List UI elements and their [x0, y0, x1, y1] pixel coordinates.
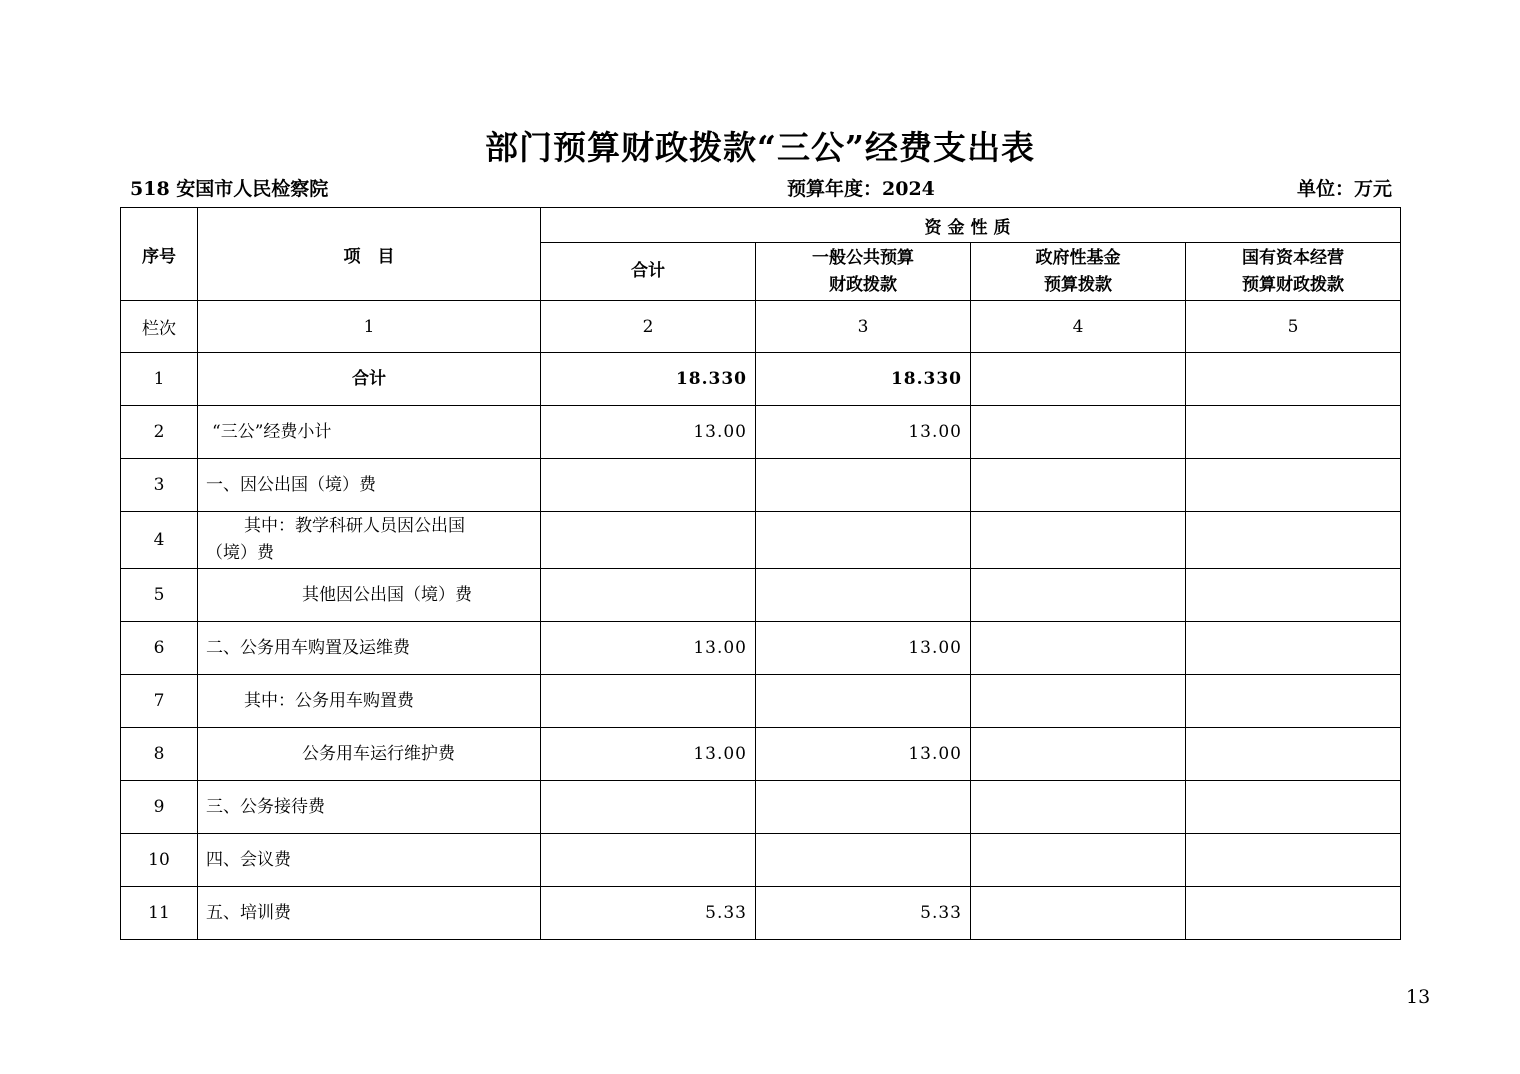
column-number: 5 — [1186, 301, 1401, 353]
table-row — [121, 622, 1401, 675]
row-gov-fund — [971, 406, 1186, 459]
table-row-total — [121, 353, 1401, 406]
column-number: 栏次 — [121, 301, 198, 353]
row-item: 公务用车运行维护费 — [198, 728, 541, 781]
row-state-capital — [1186, 728, 1401, 781]
row-seq: 6 — [121, 622, 198, 675]
header-gov-fund-line1: 政府性基金 — [1035, 247, 1121, 268]
row-gov-fund — [971, 887, 1186, 940]
budget-year: 预算年度：2024 — [787, 178, 935, 200]
row-seq: 10 — [121, 834, 198, 887]
row-state-capital — [1186, 512, 1401, 569]
page-number: 13 — [1406, 986, 1431, 1008]
row-item: 其他因公出国（境）费 — [198, 569, 541, 622]
unit-name: 518 安国市人民检察院 — [130, 178, 329, 200]
table-row — [121, 512, 1401, 569]
row-seq: 5 — [121, 569, 198, 622]
table-row — [121, 781, 1401, 834]
row-general — [756, 512, 971, 569]
budget-table — [120, 207, 1401, 940]
row-total: 18.330 — [541, 353, 756, 406]
row-general — [756, 675, 971, 728]
row-item: “三公”经费小计 — [198, 406, 541, 459]
row-seq: 1 — [121, 353, 198, 406]
row-item: 其中：教学科研人员因公出国（境）费 — [198, 512, 541, 569]
header-seq: 序号 — [121, 208, 198, 301]
row-seq: 11 — [121, 887, 198, 940]
row-item: 其中：公务用车购置费 — [198, 675, 541, 728]
row-general — [756, 781, 971, 834]
row-gov-fund — [971, 569, 1186, 622]
row-seq: 3 — [121, 459, 198, 512]
row-general: 5.33 — [756, 887, 971, 940]
table-row — [121, 459, 1401, 512]
row-state-capital — [1186, 834, 1401, 887]
header-general-line1: 一般公共预算 — [812, 247, 914, 268]
row-item: 三、公务接待费 — [198, 781, 541, 834]
row-item: 四、会议费 — [198, 834, 541, 887]
row-seq: 9 — [121, 781, 198, 834]
row-state-capital — [1186, 406, 1401, 459]
table-row — [121, 834, 1401, 887]
row-state-capital — [1186, 459, 1401, 512]
row-state-capital — [1186, 887, 1401, 940]
column-number: 3 — [756, 301, 971, 353]
row-state-capital — [1186, 569, 1401, 622]
row-total — [541, 781, 756, 834]
row-gov-fund — [971, 353, 1186, 406]
currency-unit: 单位：万元 — [1296, 178, 1392, 200]
row-total — [541, 512, 756, 569]
document-meta — [122, 174, 1392, 204]
row-total — [541, 569, 756, 622]
page-title: 部门预算财政拨款“三公”经费支出表 — [485, 128, 1035, 167]
row-gov-fund — [971, 675, 1186, 728]
table-row — [121, 569, 1401, 622]
column-number: 1 — [198, 301, 541, 353]
row-total — [541, 459, 756, 512]
row-gov-fund — [971, 728, 1186, 781]
row-total — [541, 834, 756, 887]
header-gov-fund — [971, 243, 1186, 301]
row-seq: 2 — [121, 406, 198, 459]
row-general — [756, 834, 971, 887]
header-state-capital-line1: 国有资本经营 — [1242, 247, 1344, 268]
row-item: 五、培训费 — [198, 887, 541, 940]
header-state-capital — [1186, 243, 1401, 301]
header-general-budget — [756, 243, 971, 301]
row-gov-fund — [971, 781, 1186, 834]
row-state-capital — [1186, 781, 1401, 834]
row-total: 13.00 — [541, 728, 756, 781]
table-row — [121, 406, 1401, 459]
table-row — [121, 887, 1401, 940]
row-total: 13.00 — [541, 406, 756, 459]
row-general: 13.00 — [756, 406, 971, 459]
row-seq: 7 — [121, 675, 198, 728]
row-gov-fund — [971, 459, 1186, 512]
row-general: 18.330 — [756, 353, 971, 406]
row-gov-fund — [971, 834, 1186, 887]
header-state-capital-line2: 预算财政拨款 — [1242, 274, 1344, 295]
header-item: 项 目 — [198, 208, 541, 301]
column-number: 2 — [541, 301, 756, 353]
row-total — [541, 675, 756, 728]
row-gov-fund — [971, 622, 1186, 675]
table-row — [121, 675, 1401, 728]
row-item: 二、公务用车购置及运维费 — [198, 622, 541, 675]
row-general: 13.00 — [756, 622, 971, 675]
row-total: 13.00 — [541, 622, 756, 675]
row-state-capital — [1186, 675, 1401, 728]
header-general-line2: 财政拨款 — [829, 274, 897, 295]
row-state-capital — [1186, 622, 1401, 675]
row-item: 一、因公出国（境）费 — [198, 459, 541, 512]
header-fund-nature: 资金性质 — [541, 208, 1401, 243]
column-number: 4 — [971, 301, 1186, 353]
row-general: 13.00 — [756, 728, 971, 781]
header-gov-fund-line2: 预算拨款 — [1044, 274, 1112, 295]
column-number-row — [121, 301, 1401, 353]
row-gov-fund — [971, 512, 1186, 569]
row-item: 合计 — [198, 353, 541, 406]
row-general — [756, 569, 971, 622]
row-total: 5.33 — [541, 887, 756, 940]
row-general — [756, 459, 971, 512]
row-seq: 8 — [121, 728, 198, 781]
row-state-capital — [1186, 353, 1401, 406]
table-row — [121, 728, 1401, 781]
row-seq: 4 — [121, 512, 198, 569]
header-total: 合计 — [541, 243, 756, 301]
